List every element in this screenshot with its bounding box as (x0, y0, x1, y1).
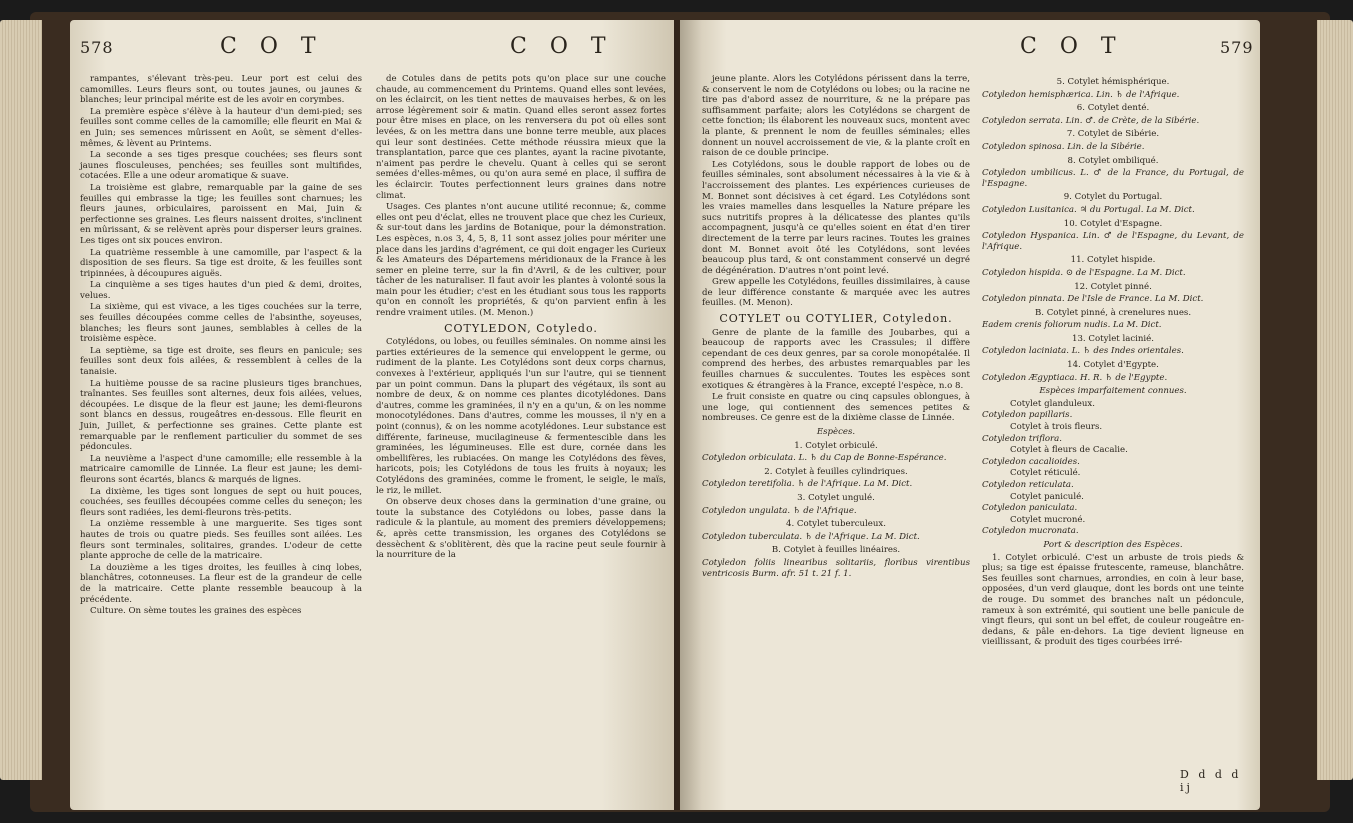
species-entry: Cotyledon orbiculata. L. ♄ du Cap de Bonne-Espérance. (702, 453, 947, 464)
paragraph: La douzième a les tiges droites, les feuilles à cinq lobes, blanchâtres, cotonneuses. La fleur est de la grandeur de celle de la matricaire. Cette plante ressemble beaucoup à la précédente. (80, 562, 362, 605)
species-entry: Cotyledon umbilicus. L. ♂ de la France, du Portugal, de l'Espagne. (982, 168, 1244, 189)
paragraph: rampantes, s'élevant très-peu. Leur port est celui des camomilles. Leurs fleurs sont, ou toutes jaunes, ou jaunes & blanches; leur principal mérite est de les avoir en corymbes. (80, 74, 362, 106)
species-entry: Cotyledon hemisphærica. Lin. ♄ de l'Afrique. (982, 89, 1180, 100)
species-entry: B. Cotylet à feuilles linéaires. (771, 545, 901, 556)
book-gutter (674, 20, 702, 810)
imperfect-species-entry: Cotylet à trois fleurs. (1010, 422, 1103, 433)
imperfect-species-entry: Cotyledon paniculata. (982, 503, 1078, 514)
species-entry: Cotyledon serrata. Lin. ♂. de Crète, de la Sibérie. (982, 115, 1200, 126)
species-entry: 11. Cotylet hispide. (1070, 255, 1156, 266)
page-edges-right (1317, 20, 1353, 780)
paragraph: Les Cotylédons, sous le double rapport de lobes ou de feuilles séminales, sont absolument nécessaires à la vie & à l'accroissement des plantes. Les expériences curieuses de M. Bonnet sont décisives à cet égard. Les Cotylédons sont les vraies mamelles dans lesquelles la Nature prépare les sucs nutritifs propres à la délicatesse des plantes qu'ils accompagnent, jusqu'à ce qu'elles soient en état d'en tirer directement de la terre par leurs racines. Toutes les graines dont M. Bonnet avoit ôté les Cotylédons, sont levées beaucoup plus tard, & ont constamment conservé un degré de dégénération. D'autres n'ont point levé. (702, 159, 970, 276)
species-entry: 5. Cotylet hémisphérique. (1056, 77, 1170, 87)
species-entry: Cotyledon Ægyptiaca. H. R. ♄ de l'Egypte. (982, 372, 1168, 383)
paragraph: La quatrième ressemble à une camomille, par l'aspect & la disposition de ses fleurs. Sa tige est droite, & les feuilles sont tripinnées, à découpures aiguës. (80, 247, 362, 279)
paragraph: La dixième, les tiges sont longues de sept ou huit pouces, couchées, ses feuilles découpées comme celles du seneçon; les fleurs sont radiées, les demi-fleurons très-petits. (80, 486, 362, 518)
imperfect-species-entry: Cotylet réticulé. (1010, 468, 1081, 479)
species-entry: Cotyledon foliis linearibus solitariis, floribus virentibus ventricosis Burm. afr. 51 t. 21 f. 1. (702, 557, 970, 579)
page-edges-left (0, 20, 42, 780)
section-title-cotylet: COTYLET ou COTYLIER, Cotyledon. (719, 312, 953, 326)
imperfect-species-entry: Cotylet glanduleux. (1010, 398, 1095, 409)
paragraph: Usages. Ces plantes n'ont aucune utilité reconnue; &, comme elles ont peu d'éclat, elles ne trouvent place que chez les Curieux, & sur-tout dans les jardins de Botanique, pour la démonstration. Les espèces, n.os 3, 4, 5, 8, 11 sont assez jolies pour mériter une place dans les jardins d'agrément, ce qui doit engager les Curieux & les Amateurs des Départemens méridionaux de la France à les semer en pleine terre, sur la fin d'Avril, & de les cultiver, pour tâcher de les naturaliser. Il faut avoir les plantes à volonté sous la main pour les étudier; c'est en les étudiant sous tous les rapports qu'on en connoît les propriétés, & qu'on parvient enfin à les rendre vraiment utiles. (M. Menon.) (376, 202, 666, 319)
paragraph: La première espèce s'élève à la hauteur d'un demi-pied; ses feuilles sont comme celles de la camomille; elle fleurit en Mai & en Juin; ses semences mûrissent en Août, se sèment d'elles-mêmes, & lèvent au Printems. (80, 106, 362, 149)
paragraph: La huitième pousse de sa racine plusieurs tiges branchues, traînantes. Ses feuilles sont alternes, deux fois ailées, velues, découpées. Le disque de la fleur est jaune; les demi-fleurons sont blancs en dessus, rougeâtres en-dessous. Elle fleurit en Juin, Juillet, & perfectionne ses graines. Cette plante est remarquable par le renflement particulier du sommet de ses pédoncules. (80, 378, 362, 453)
paragraph: de Cotules dans de petits pots qu'on place sur une couche chaude, au commencement du Printems. Quand elles sont levées, on les éclaircit, on les tient nettes de mauvaises herbes, & on les arrose légèrement soir & matin. Quand elles seront assez fortes pour être mises en place, on les renversera du pot où elles sont levées, & on les mettra dans une bonne terre meuble, aux places qui leur sont destinées. Cette méthode réussira mieux que la transplantation, parce que ces plantes, ayant la racine pivotante, n'aiment pas perdre le chevelu. Quant à celles qui se seront semées d'elles-mêmes, ou qu'on aura semé en place, il suffira de les éclaircir. Toutes perfectionnent leurs graines dans notre climat. (376, 74, 666, 201)
imparfaitement-heading: Espèces imparfaitement connues. (1039, 386, 1187, 397)
species-entry: Cotyledon Lusitanica. ♃ du Portugal. La M. Dict. (982, 204, 1195, 215)
right-running-head: C O T (1020, 34, 1124, 59)
imperfect-species-entry: Cotyledon papillaris. (982, 410, 1073, 421)
right-column-2 (982, 74, 1244, 649)
species-entry: Cotyledon Hyspanica. Lin. ♂ de l'Espagne, du Levant, de l'Afrique. (982, 231, 1244, 252)
section-title-cotyledon: COTYLEDON, Cotyledo. (444, 321, 598, 335)
paragraph: La troisième est glabre, remarquable par la gaine de ses feuilles qui embrasse la tige; les feuilles sont charnues; les fleurs jaunes, orbiculaires, paroissent en Mai, Juin & perfectionne ses graines. Les fleurs naissent droites, s'inclinent en mûrissant, & se relèvent après pour disperser leurs graines. Les tiges ont six pouces environ. (80, 182, 362, 246)
left-column-2 (376, 74, 666, 562)
left-page (70, 20, 674, 810)
species-entry: 14. Cotylet d'Egypte. (1067, 360, 1159, 371)
species-entry: 1. Cotylet orbiculé. (794, 440, 878, 451)
imperfect-species-entry: Cotyledon mucronata. (982, 526, 1079, 537)
left-header (70, 34, 674, 64)
paragraph: Le fruit consiste en quatre ou cinq capsules oblongues, à une loge, qui contiennent des semences petites & nombreuses. Ce genre est de la dixième classe de Linnée. (702, 392, 970, 424)
paragraph: La neuvième a l'aspect d'une camomille; elle ressemble à la matricaire camomille de Linnée. La fleur est jaune; les demi-fleurons sont écartés, blancs & marqués de lignes. (80, 453, 362, 485)
paragraph: La cinquième a ses tiges hautes d'un pied & demi, droites, velues. (80, 280, 362, 301)
right-header (680, 34, 1260, 64)
paragraph: La seconde a ses tiges presque couchées; ses fleurs sont jaunes flosculeuses, penchées; ses feuilles sont multifides, cotacées. Elle a une odeur aromatique & suave. (80, 150, 362, 182)
paragraph: jeune plante. Alors les Cotylédons périssent dans la terre, & conservent le nom de Cotylédons ou lobes; ou la racine ne tire pas d'abord assez de nourriture, & ne la prépare pas suffisamment parfaite; alors les Cotylédons se chargent de cette fonction; ils élaborent les nouveaux sucs, montent avec la plante, & prennent le nom de feuilles séminales; elles donnent un nouvel accroissement de vie, & la plante croît en raison de ce double principe. (702, 74, 970, 159)
imperfect-species-entry: Cotyledon reticulata. (982, 480, 1074, 490)
species-entry: Cotyledon teretifolia. ♄ de l'Afrique. La M. Dict. (702, 479, 913, 490)
port-heading: Port & description des Espèces. (1043, 539, 1183, 550)
left-page-number: 578 (80, 38, 114, 57)
right-page (680, 20, 1260, 810)
paragraph: Grew appelle les Cotylédons, feuilles dissimilaires, à cause de leur différence constante & marquée avec les autres feuilles. (M. Menon). (702, 277, 970, 309)
imperfect-species-entry: Cotyledon triflora. (982, 433, 1063, 444)
species-entry: 2. Cotylet à feuilles cylindriques. (764, 466, 908, 477)
species-entry: 9. Cotylet du Portugal. (1063, 192, 1163, 203)
species-entry: Cotyledon ungulata. ♄ de l'Afrique. (702, 505, 857, 516)
paragraph: 1. Cotylet orbiculé. C'est un arbuste de trois pieds & plus; sa tige est épaisse frutescente, rameuse, blanchâtre. Ses feuilles sont charnues, arrondies, en coin à leur base, opposées, d'un verd glauque, dont les bords ont une teinte de rouge. Du sommet des branches naît un pédoncule, rameux à son extrémité, qui soutient une belle panicule de vingt fleurs, qui sont un bel effet, de couleur rougeâtre en-dedans, & pâle en-dehors. La tige devient ligneuse en vieillissant, & produit des tiges courbées irré- (982, 552, 1244, 648)
species-entry: Cotyledon spinosa. Lin. de la Sibérie. (982, 141, 1145, 152)
right-page-number: 579 (1220, 38, 1254, 57)
species-entry: B. Cotylet pinné, à crenelures nues. (1034, 307, 1192, 318)
especes-heading: Espèces. (816, 427, 856, 437)
species-entry: 8. Cotylet ombiliqué. (1067, 155, 1159, 166)
species-entry: Cotyledon tuberculata. ♄ de l'Afrique. La M. Dict. (702, 531, 920, 542)
paragraph: On observe deux choses dans la germination d'une graine, ou toute la substance des Cotylédons ou lobes, passe dans la radicule & la plantule, au moment des premiers développemens; &, après cette transmission, les organes des Cotylédons se dessèchent & s'oblitèrent, dès que la racine peut seule fournir à la nourriture de la (376, 497, 666, 561)
left-column-1 (80, 74, 362, 618)
species-entry: Eadem crenis foliorum nudis. La M. Dict. (982, 320, 1162, 331)
species-entry: 13. Cotylet lacinié. (1071, 333, 1154, 344)
species-entry: 6. Cotylet denté. (1076, 103, 1150, 114)
left-running-head: C O T (220, 34, 324, 59)
species-entry: Cotyledon pinnata. De l'Isle de France. La M. Dict. (982, 294, 1204, 305)
species-entry: 7. Cotylet de Sibérie. (1066, 129, 1160, 140)
signature-mark: D d d d ij (1180, 768, 1242, 794)
imperfect-species-entry: Cotylet paniculé. (1010, 491, 1084, 502)
paragraph: Culture. On sème toutes les graines des espèces (90, 606, 302, 617)
imperfect-species-entry: Cotyledon cacalioides. (982, 456, 1080, 467)
imperfect-species-entry: Cotylet mucroné. (1010, 514, 1086, 525)
paragraph: La sixième, qui est vivace, a les tiges couchées sur la terre, ses feuilles découpées comme celles de l'absinthe, soyeuses, blanches; les fleurs sont jaunes, semblables à celles de la troisième espèce. (80, 302, 362, 345)
left-running-head-col2: C O T (510, 34, 614, 59)
paragraph: La septième, sa tige est droite, ses fleurs en panicule; ses feuilles sont deux fois ailées, & ressemblent à celles de la tanaisie. (80, 345, 362, 378)
species-entry: 10. Cotylet d'Espagne. (1063, 218, 1163, 229)
species-entry: 3. Cotylet ungulé. (797, 492, 875, 503)
paragraph: La onzième ressemble à une marguerite. Ses tiges sont hautes de trois ou quatre pieds. Ses feuilles sont ailées. Les fleurs sont terminales, solitaires, grandes. L'odeur de cette plante approche de celle de la matricaire. (80, 519, 362, 562)
species-entry: Cotyledon laciniata. L. ♄ des Indes orientales. (982, 346, 1184, 357)
species-entry: 4. Cotylet tuberculeux. (786, 519, 886, 530)
species-entry: 12. Cotylet pinné. (1074, 281, 1152, 292)
species-entry: Cotyledon hispida. ⊙ de l'Espagne. La M. Dict. (982, 267, 1186, 278)
paragraph: Cotylédons, ou lobes, ou feuilles séminales. On nomme ainsi les parties extérieures de la semence qui enveloppent le germe, ou rudiment de la plante. Les Cotylédons sont deux corps charnus, convexes à l'extérieur, appliqués l'un sur l'autre, qui se tiennent par un point commun. Dans la plupart des végétaux, ils sont au nombre de deux, & on nomme ces plantes dicotylédones. Dans d'autres, comme les graminées, il n'y en a qu'un, & on les nomme monocotylédones. Dans d'autres, comme les mousses, il n'y en a point (connus), & on les nomme acotylédones. Leur substance est différente, farineuse, mucilagineuse & fermentescible dans les graminées, les légumineuses. Elle est dure, cornée dans les ombellifères, les rubiacées. On mange les Cotylédons des fèves, haricots, pois; les Cotylédons de tous les fruits à noyaux; les Cotylédons des graminées, comme le froment, le seigle, le maïs, le riz, le millet. (376, 337, 666, 496)
right-column-1 (702, 74, 970, 580)
paragraph: Genre de plante de la famille des Joubarbes, qui a beaucoup de rapports avec les Crassules; il diffère cependant de ces deux genres, par sa corole monopétalée. Il comprend des herbes, des arbustes remarquables par les feuilles charnues & succulentes. Toutes les espèces sont exotiques & étrangères à la France, excepté l'espèce, n.o 8. (702, 327, 970, 391)
imperfect-species-entry: Cotylet à fleurs de Cacalie. (1010, 445, 1128, 456)
